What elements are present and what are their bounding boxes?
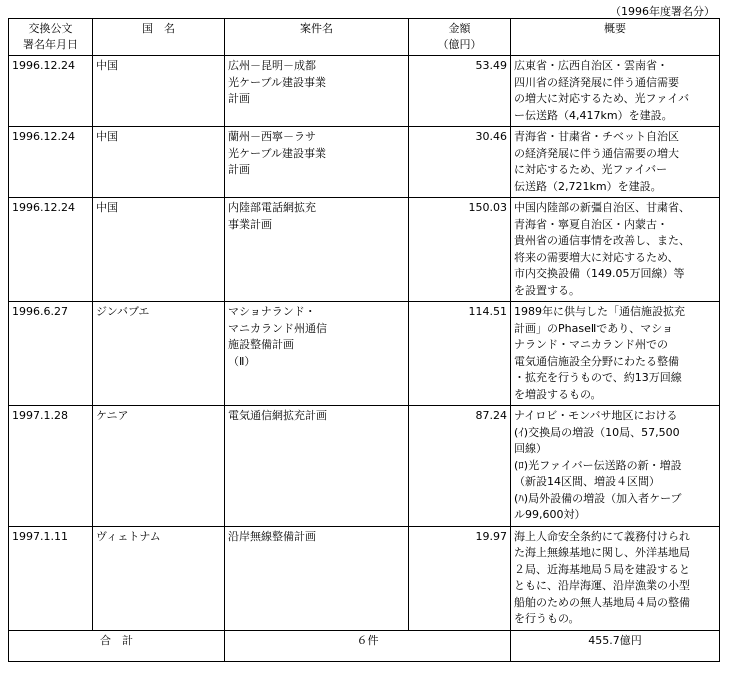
cell-amount: 87.24 (409, 406, 511, 527)
cell-date: 1996.12.24 (9, 56, 93, 127)
total-row (9, 630, 720, 661)
cell-project: 蘭州－西寧－ラサ 光ケーブル建設事業 計画 (225, 127, 409, 198)
cell-project: マショナランド・ マニカランド州通信 施設整備計画 （Ⅱ） (225, 302, 409, 406)
table-row (9, 526, 720, 630)
cell-summary: 1989年に供与した「通信施設拡充 計画」のPhaseⅡであり、マショ ナランド・マニカランド州での 電気通信施設全分野にわたる整備 ・拡充を行うもので、約13万回線 を増設するもの。 (511, 302, 720, 406)
cell-project: 内陸部電話網拡充 事業計画 (225, 198, 409, 302)
cell-country: 中国 (93, 56, 225, 127)
cell-country: ジンバブエ (93, 302, 225, 406)
cell-summary: 青海省・甘粛省・チベット自治区 の経済発展に伴う通信需要の増大 に対応するため、光ファイバー 伝送路（2,721km）を建設。 (511, 127, 720, 198)
cell-amount: 53.49 (409, 56, 511, 127)
cell-country: ケニア (93, 406, 225, 527)
cell-summary: ナイロビ・モンバサ地区における (ｲ)交換局の増設（10局、57,500 回線） (ﾛ)光ファイバー伝送路の新・増設 （新設14区間、増設４区間） (ﾊ)局外設備の増設（加入者ケーブ ル99,600対） (511, 406, 720, 527)
cell-date: 1997.1.28 (9, 406, 93, 527)
table-row (9, 302, 720, 406)
table-row (9, 56, 720, 127)
cell-country: 中国 (93, 198, 225, 302)
total-count: ６件 (225, 630, 511, 661)
cell-date: 1996.6.27 (9, 302, 93, 406)
cell-summary: 広東省・広西自治区・雲南省・ 四川省の経済発展に伴う通信需要 の増大に対応するため、光ファイバ ー伝送路（4,417km）を建設。 (511, 56, 720, 127)
cell-summary: 中国内陸部の新彊自治区、甘粛省、 青海省・寧夏自治区・内蒙古・ 貴州省の通信事情を改善し、また、 将来の需要増大に対応するため、 市内交換設備（149.05万回線）等 を設置する。 (511, 198, 720, 302)
total-label: 合 計 (9, 630, 225, 661)
cell-amount: 19.97 (409, 526, 511, 630)
header-country: 国 名 (93, 19, 225, 56)
header-project: 案件名 (225, 19, 409, 56)
header-amount: 金額 （億円） (409, 19, 511, 56)
cell-project: 広州－昆明－成都 光ケーブル建設事業 計画 (225, 56, 409, 127)
table-row (9, 127, 720, 198)
cell-country: ヴィェトナム (93, 526, 225, 630)
cell-amount: 114.51 (409, 302, 511, 406)
header-row (9, 19, 720, 56)
table-caption: （1996年度署名分） (610, 5, 715, 18)
cell-amount: 30.46 (409, 127, 511, 198)
header-date: 交換公文 署名年月日 (9, 19, 93, 56)
cell-date: 1996.12.24 (9, 127, 93, 198)
header-summary: 概要 (511, 19, 720, 56)
cell-country: 中国 (93, 127, 225, 198)
table-row (9, 198, 720, 302)
total-amount: 455.7億円 (511, 630, 720, 661)
table-row (9, 406, 720, 527)
cell-project: 電気通信網拡充計画 (225, 406, 409, 527)
odas-table (8, 18, 720, 662)
cell-amount: 150.03 (409, 198, 511, 302)
cell-date: 1997.1.11 (9, 526, 93, 630)
cell-project: 沿岸無線整備計画 (225, 526, 409, 630)
cell-date: 1996.12.24 (9, 198, 93, 302)
cell-summary: 海上人命安全条約にて義務付けられ た海上無線基地に関し、外洋基地局 ２局、近海基地局５局を建設すると ともに、沿岸海運、沿岸漁業の小型 船舶のための無人基地局４局の整備 を行うもの。 (511, 526, 720, 630)
